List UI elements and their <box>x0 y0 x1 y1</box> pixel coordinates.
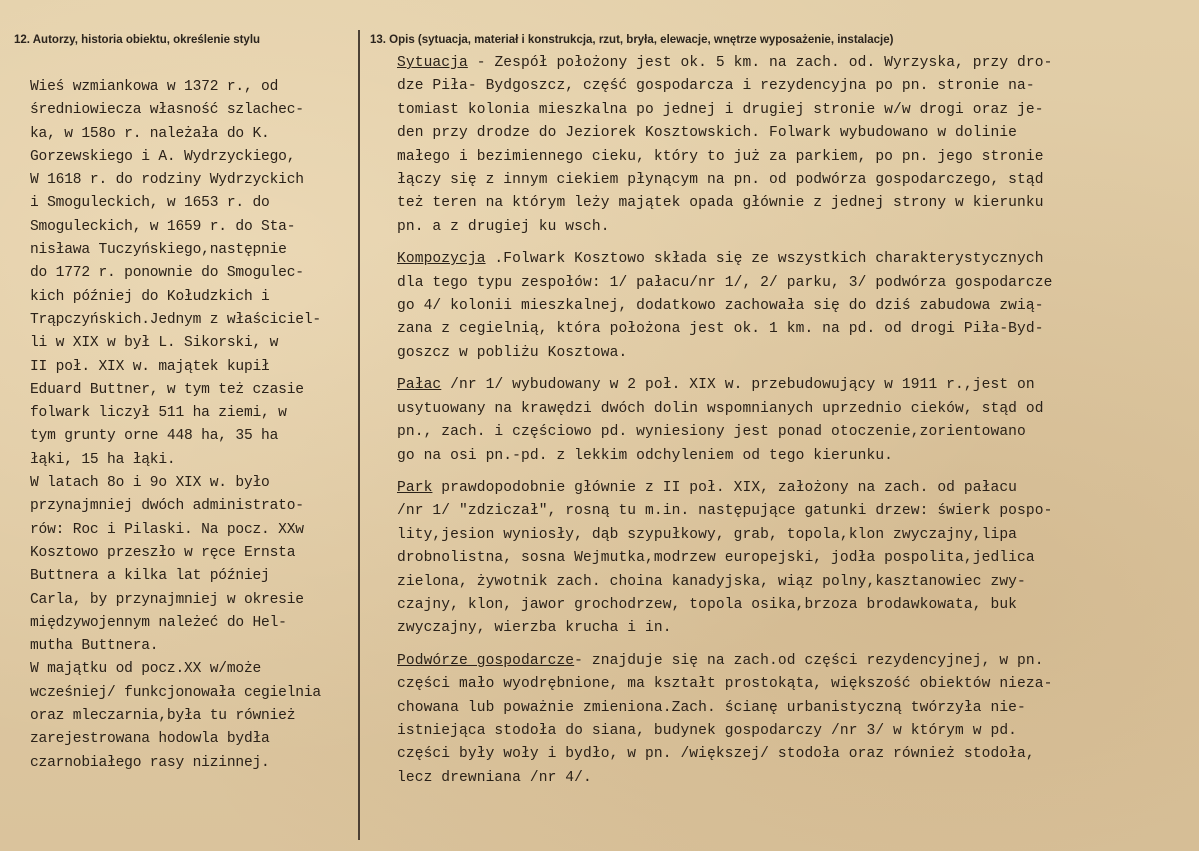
section-podw-rze-gospodarcze <box>397 650 1187 790</box>
history-line: Buttnera a kilka lat później <box>30 568 270 585</box>
history-line: Smoguleckich, w 1659 r. do Sta- <box>30 218 296 235</box>
description-line: goszcz w pobliżu Kosztowa. <box>397 344 628 361</box>
description-line <box>397 650 1187 673</box>
description-line: czajny, klon, jawor grochodrzew, topola osika,brzoza brodawkowata, buk <box>397 596 1018 613</box>
description-line: małego i bezimiennego cieku, który to już za parkiem, po pn. jego stronie <box>397 148 1044 165</box>
description-line: też teren na którym leży majątek opada głównie z jednej strony w kierunku <box>397 195 1044 212</box>
description-line: pn., zach. i częściowo pd. wyniesiony jest ponad otoczenie,zorientowano <box>397 424 1026 441</box>
description-line: go 4/ kolonii mieszkalnej, dodatkowo zachowała się do dziś zabudowa zwią- <box>397 298 1044 315</box>
right-column-header: 13. Opis (sytuacja, materiał i konstrukcja, rzut, bryła, elewacje, wnętrze wyposażenie, instalacje) <box>370 34 894 46</box>
left-column-header: 12. Autorzy, historia obiektu, określenie stylu <box>14 34 261 46</box>
history-line: folwark liczył 511 ha ziemi, w <box>30 405 287 422</box>
history-line: Carla, by przynajmniej w okresie <box>30 591 304 608</box>
history-text <box>30 76 372 775</box>
description-line: go na osi pn.-pd. z lekkim odchyleniem od tego kierunku. <box>397 447 894 464</box>
history-line: Wieś wzmiankowa w 1372 r., od <box>30 79 279 95</box>
section-first-line: - Zespół położony jest ok. 5 km. na zach. od. Wyrzyska, przy dro- <box>467 55 1053 71</box>
history-line: li w XIX w był L. Sikorski, w <box>30 335 279 352</box>
description-line: lity,jesion wyniosły, dąb szypułkowy, grab, topola,klon zwyczajny,lipa <box>397 526 1018 543</box>
description-line: części mało wyodrębnione, ma kształt prostokąta, większość obiektów nieza- <box>397 676 1053 693</box>
description-line <box>397 248 1187 271</box>
history-line: Eduard Buttner, w tym też czasie <box>30 381 304 398</box>
section-first-line: - znajduje się na zach.od części rezydencyjnej, w pn. <box>574 652 1044 669</box>
history-line: zarejestrowana hodowla bydła <box>30 731 270 748</box>
description-line: dla tego typu zespołów: 1/ pałacu/nr 1/, 2/ parku, 3/ podwórza gospodarcze <box>397 274 1053 291</box>
history-line: międzywojennym należeć do Hel- <box>30 614 287 631</box>
history-line: W latach 8o i 9o XIX w. było <box>30 475 270 492</box>
history-line: przynajmniej dwóch administrato- <box>30 498 304 515</box>
description-line: chowana lub poważnie zmieniona.Zach. ścianę urbanistyczną twórzyła nie- <box>397 699 1026 716</box>
history-line: i Smoguleckich, w 1653 r. do <box>30 195 270 212</box>
history-line: czarnobiałego rasy nizinnej. <box>30 754 270 771</box>
section-title: Park <box>397 479 433 496</box>
description-line: /nr 1/ "zdziczał", rosną tu m.in. następujące gatunki drzew: świerk pospo- <box>397 503 1053 520</box>
history-line: wcześniej/ funkcjonowała cegielnia <box>30 684 321 701</box>
history-line: W 1618 r. do rodziny Wydrzyckich <box>30 172 304 189</box>
history-line: II poł. XIX w. majątek kupił <box>30 358 270 375</box>
section-first-line: prawdopodobnie głównie z II poł. XIX, założony na zach. od pałacu <box>432 479 1018 496</box>
history-line: nisława Tuczyńskiego,następnie <box>30 242 287 259</box>
description-line <box>397 374 1187 397</box>
history-line: do 1772 r. ponownie do Smogulec- <box>30 265 304 282</box>
section-kompozycja <box>397 248 1187 365</box>
history-line: W majątku od pocz.XX w/może <box>30 661 262 678</box>
section-title: Pałac <box>397 377 442 394</box>
history-line: tym grunty orne 448 ha, 35 ha <box>30 428 279 445</box>
section-title: Sytuacja <box>397 55 468 71</box>
description-line: łączy się z innym ciekiem płynącym na pn. od podwórza gospodarczego, stąd <box>397 172 1044 189</box>
description-line: usytuowany na krawędzi dwóch dolin wspomnianych uprzednio cieków, stąd od <box>397 400 1044 417</box>
description-line: zana z cegielnią, która położona jest ok. 1 km. na pd. od drogi Piła-Byd- <box>397 321 1044 338</box>
section-sytuacja <box>397 52 1187 239</box>
history-line: średniowiecza własność szlachec- <box>30 102 304 119</box>
description-line: drobnolistna, sosna Wejmutka,modrzew europejski, jodła pospolita,jedlica <box>397 550 1035 567</box>
description-line <box>397 477 1187 500</box>
history-line: Gorzewskiego i A. Wydrzyckiego, <box>30 148 296 165</box>
description-line: tomiast kolonia mieszkalna po jednej i drugiej stronie w/w drogi oraz je- <box>397 101 1044 118</box>
section-title: Podwórze gospodarcze <box>397 652 575 669</box>
history-line: mutha Buttnera. <box>30 638 159 655</box>
history-line: oraz mleczarnia,była tu również <box>30 708 296 725</box>
description-line: zwyczajny, wierzba krucha i in. <box>397 620 672 637</box>
section-park <box>397 477 1187 641</box>
description-line: dze Piła- Bydgoszcz, część gospodarcza i rezydencyjna po pn. stronie na- <box>397 78 1035 95</box>
description-line: istniejąca stodoła do siana, budynek gospodarczy /nr 3/ w którym w pd. <box>397 722 1018 739</box>
description-line <box>397 52 1187 75</box>
description-line: den przy drodze do Jeziorek Kosztowskich. Folwark wybudowano w dolinie <box>397 125 1018 142</box>
history-line: rów: Roc i Pilaski. Na pocz. XXw <box>30 521 304 538</box>
description-line: pn. a z drugiej ku wsch. <box>397 218 610 235</box>
description-line: części były woły i bydło, w pn. /większej/ stodoła oraz również stodoła, <box>397 746 1035 763</box>
history-line: łąki, 15 ha łąki. <box>30 451 176 468</box>
section-first-line: /nr 1/ wybudowany w 2 poł. XIX w. przebudowujący w 1911 r.,jest on <box>441 377 1035 394</box>
section-first-line: .Folwark Kosztowo składa się ze wszystkich charakterystycznych <box>485 251 1044 268</box>
description-line: zielona, żywotnik zach. choina kanadyjska, wiąz polny,kasztanowiec zwy- <box>397 573 1026 590</box>
description-text <box>397 52 1187 799</box>
section-pa-ac <box>397 374 1187 468</box>
section-title: Kompozycja <box>397 251 486 268</box>
history-line: ka, w 158o r. należała do K. <box>30 125 270 142</box>
history-line: Kosztowo przeszło w ręce Ernsta <box>30 544 296 561</box>
history-line: kich później do Kołudzkich i <box>30 288 270 305</box>
description-line: lecz drewniana /nr 4/. <box>397 769 592 786</box>
history-line: Trąpczyńskich.Jednym z właściciel- <box>30 311 321 328</box>
